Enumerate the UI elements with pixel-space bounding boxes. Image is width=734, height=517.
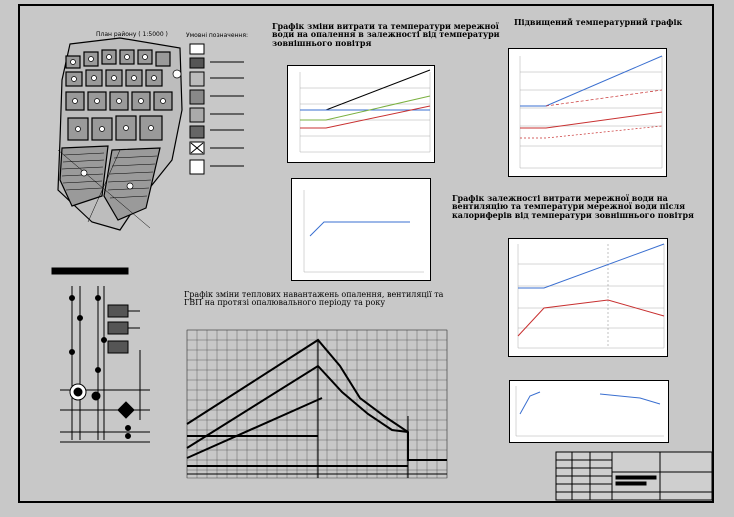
small-line-2 [600,394,660,404]
small-chart-grid [516,386,664,436]
heat-scheme [52,268,150,442]
ventilation-supply-line [518,244,664,288]
legend-label: Умовні позначення: [186,32,248,39]
raised-temp-graph-title: Підвищений температурний графік [514,17,683,27]
ventilation-graph-title: Графік залежності витрати мережної води на вентиляцію та температури мережної води після калориферів від температури зовнішнього повітря [452,193,694,220]
heating-return-line [300,106,430,128]
legend-symbols [190,44,244,174]
district-plan-label: План району ( 1:5000 ) [96,31,168,38]
raised-supply-line [520,56,662,106]
flow-line [310,222,410,236]
heating-graph-title: Графік зміни витрати та температури мережної води на опалення в залежності від температури зовнішнього повітря [272,21,500,48]
ventilation-chart-grid [518,244,664,348]
ventilation-return-line [518,300,664,336]
raised-chart-grid [520,56,662,168]
flow-chart-grid [304,190,424,272]
title-block [556,452,712,500]
heating-chart-grid [300,72,430,152]
raised-return-line [520,112,662,128]
load-graph-title: Графік зміни теплових навантажень опалення, вентиляції та ГВП на протязі опалювального періоду та року [184,290,444,308]
district-plan [58,38,182,230]
heating-mix-line [300,96,430,120]
small-line-1 [520,392,540,414]
